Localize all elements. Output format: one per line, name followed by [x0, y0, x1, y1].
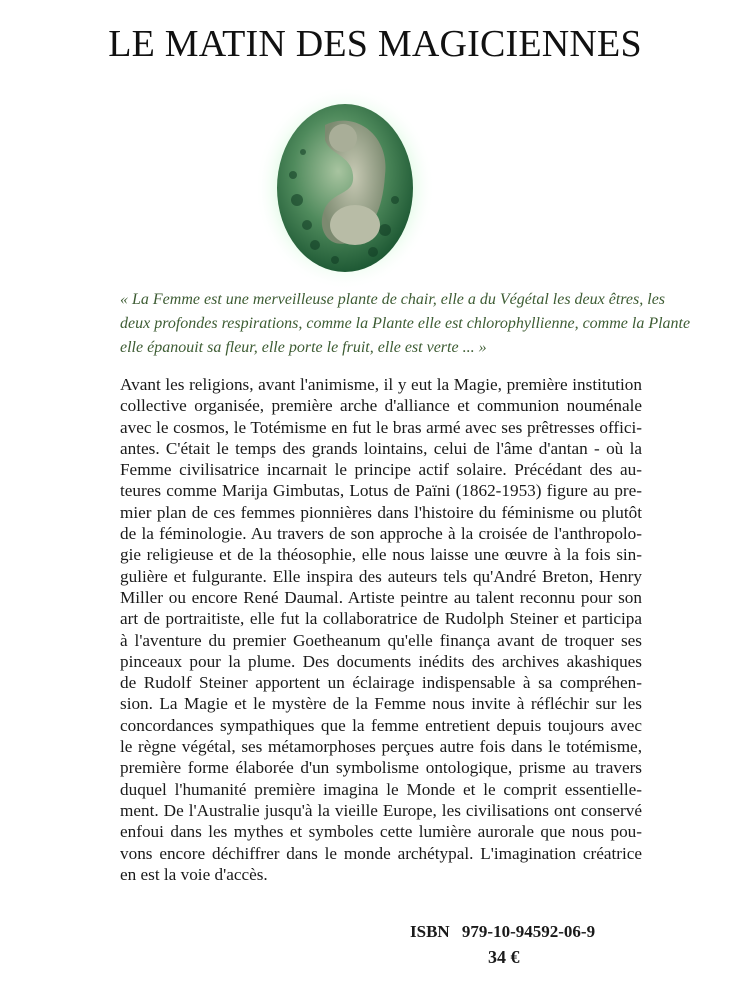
- blurb-line: à l'aventure du premier Goetheanum qu'elle finança avant de troquer ses: [120, 630, 642, 650]
- blurb-line: ment. De l'Australie jusqu'à la vieille Europe, les civilisations ont conservé: [120, 800, 642, 820]
- price: 34 €: [488, 947, 520, 967]
- blurb-text: [120, 374, 642, 885]
- blurb-line: concordances sympathiques que la femme entretient depuis toujours avec: [120, 715, 642, 735]
- epigraph-quote: [120, 288, 691, 360]
- blurb-line: le règne végétal, ses métamorphoses perçues autre fois dans le totémisme,: [120, 737, 642, 757]
- blurb-line: avec le cosmos, le Totémisme en fut le bras armé avec ses prêtresses offici-: [120, 417, 642, 437]
- blurb-line: art de portraitiste, elle fut la collaboratrice de Rudolph Steiner et participa: [120, 609, 642, 629]
- blurb-line: sion. La Magie et le mystère de la Femme nous invite à réfléchir sur les: [120, 694, 642, 714]
- blurb-line: vons encore déchiffrer dans le monde archétypal. L'imagination créatrice: [120, 843, 642, 863]
- isbn: ISBN 979-10-94592-06-9: [410, 922, 596, 941]
- cover-egg-image: [255, 80, 435, 290]
- blurb-line: mier plan de ces femmes pionnières dans l'histoire du féminisme ou plutôt: [120, 502, 642, 522]
- blurb-line: collective organisée, première arche d'alliance et communion nouménale: [120, 396, 642, 416]
- blurb-line: gie religieuse et de la théosophie, elle nous laisse une œuvre à la fois sin-: [120, 545, 642, 565]
- blurb-line: Miller ou encore René Daumal. Artiste peintre au talent reconnu pour son: [120, 587, 642, 607]
- blurb-line: duquel l'humanité première imagina le Monde et le comprit essentielle-: [120, 779, 642, 799]
- blurb-line: Avant les religions, avant l'animisme, il y eut la Magie, première institution: [120, 375, 642, 394]
- book-title: LE MATIN DES MAGICIENNES: [108, 23, 642, 65]
- blurb-line: gulière et fulgurante. Elle inspira des auteurs tels qu'André Breton, Henry: [120, 566, 642, 586]
- blurb-line: Femme civilisatrice incarnait le principe actif solaire. Précédant des au-: [120, 460, 642, 480]
- blurb-line: de la féminologie. Au travers de son approche à la croisée de l'anthropolo-: [120, 524, 642, 544]
- quote-line: elle épanouit sa fleur, elle porte le fruit, elle est verte ... »: [120, 339, 487, 356]
- blurb-line: enfoui dans les mythes et symboles cette lumière aurorale que nous pou-: [120, 822, 642, 842]
- blurb-line: teures comme Marija Gimbutas, Lotus de Païni (1862-1953) figure au pre-: [120, 481, 642, 501]
- blurb-line: pinceaux pour la plume. Des documents inédits des archives akashiques: [120, 651, 642, 671]
- blurb-line: première forme élaborée d'un symbolisme ontologique, prisme au travers: [120, 758, 642, 778]
- quote-line: deux profondes respirations, comme la Plante elle est chlorophyllienne, comme la Plante: [120, 315, 691, 332]
- blurb-line: de Rudolf Steiner apportent un éclairage indispensable à sa compréhen-: [120, 673, 642, 693]
- blurb-line: antes. C'était le temps des grands lointains, celui de l'âme d'antan - où la: [120, 438, 642, 458]
- blurb-line: en est la voie d'accès.: [120, 864, 268, 884]
- quote-line: « La Femme est une merveilleuse plante de chair, elle a du Végétal les deux êtres, les: [120, 291, 666, 308]
